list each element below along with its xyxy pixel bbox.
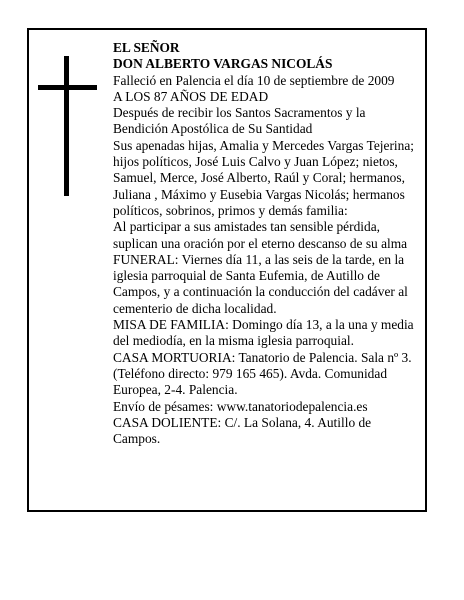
cross-icon-crossbar: [38, 85, 97, 90]
obituary-text: [113, 40, 418, 447]
deceased-name: DON ALBERTO VARGAS NICOLÁS: [113, 56, 333, 72]
cross-icon: [64, 56, 69, 196]
mourning-home-info: CASA DOLIENTE: C/. La Solana, 4. Autillo de Campos.: [113, 414, 372, 447]
family-mass-info: MISA DE FAMILIA: Domingo día 13, a la una y media del mediodía, en la misma iglesia parroquial.: [113, 317, 414, 349]
condolences-info: Envío de pésames: www.tanatoriodepalencia.es: [113, 398, 368, 414]
funeral-info: FUNERAL: Viernes día 11, a las seis de la tarde, en la iglesia parroquial de Santa Eufemia, de Autillo de Campos, y a continuación la conducción del cadáver al cementerio de dicha localidad.: [113, 251, 408, 316]
age: A LOS 87 AÑOS DE EDAD: [113, 88, 269, 104]
death-date: Falleció en Palencia el día 10 de septiembre de 2009: [113, 72, 395, 88]
sacraments-text: Después de recibir los Santos Sacramentos y la Bendición Apostólica de Su Santidad: [113, 105, 366, 137]
mortuary-info: CASA MORTUORIA: Tanatorio de Palencia. Sala nº 3. (Teléfono directo: 979 165 465). Avda. Comunidad Europea, 2-4. Palencia.: [113, 349, 412, 398]
obituary-title: EL SEÑOR: [113, 40, 180, 55]
family-list: Sus apenadas hijas, Amalia y Mercedes Vargas Tejerina; hijos políticos, José Luis Calvo y Juan López; nietos, Samuel, Merce, José Alberto, Raúl y Coral; hermanos, Juliana , Máximo y Eusebia Vargas Nicolás; hermanos políticos, sobrinos, primos y demás familia:: [113, 137, 415, 218]
prayer-request: Al participar a sus amistades tan sensible pérdida, suplican una oración por el eterno descanso de su alma: [113, 219, 408, 251]
